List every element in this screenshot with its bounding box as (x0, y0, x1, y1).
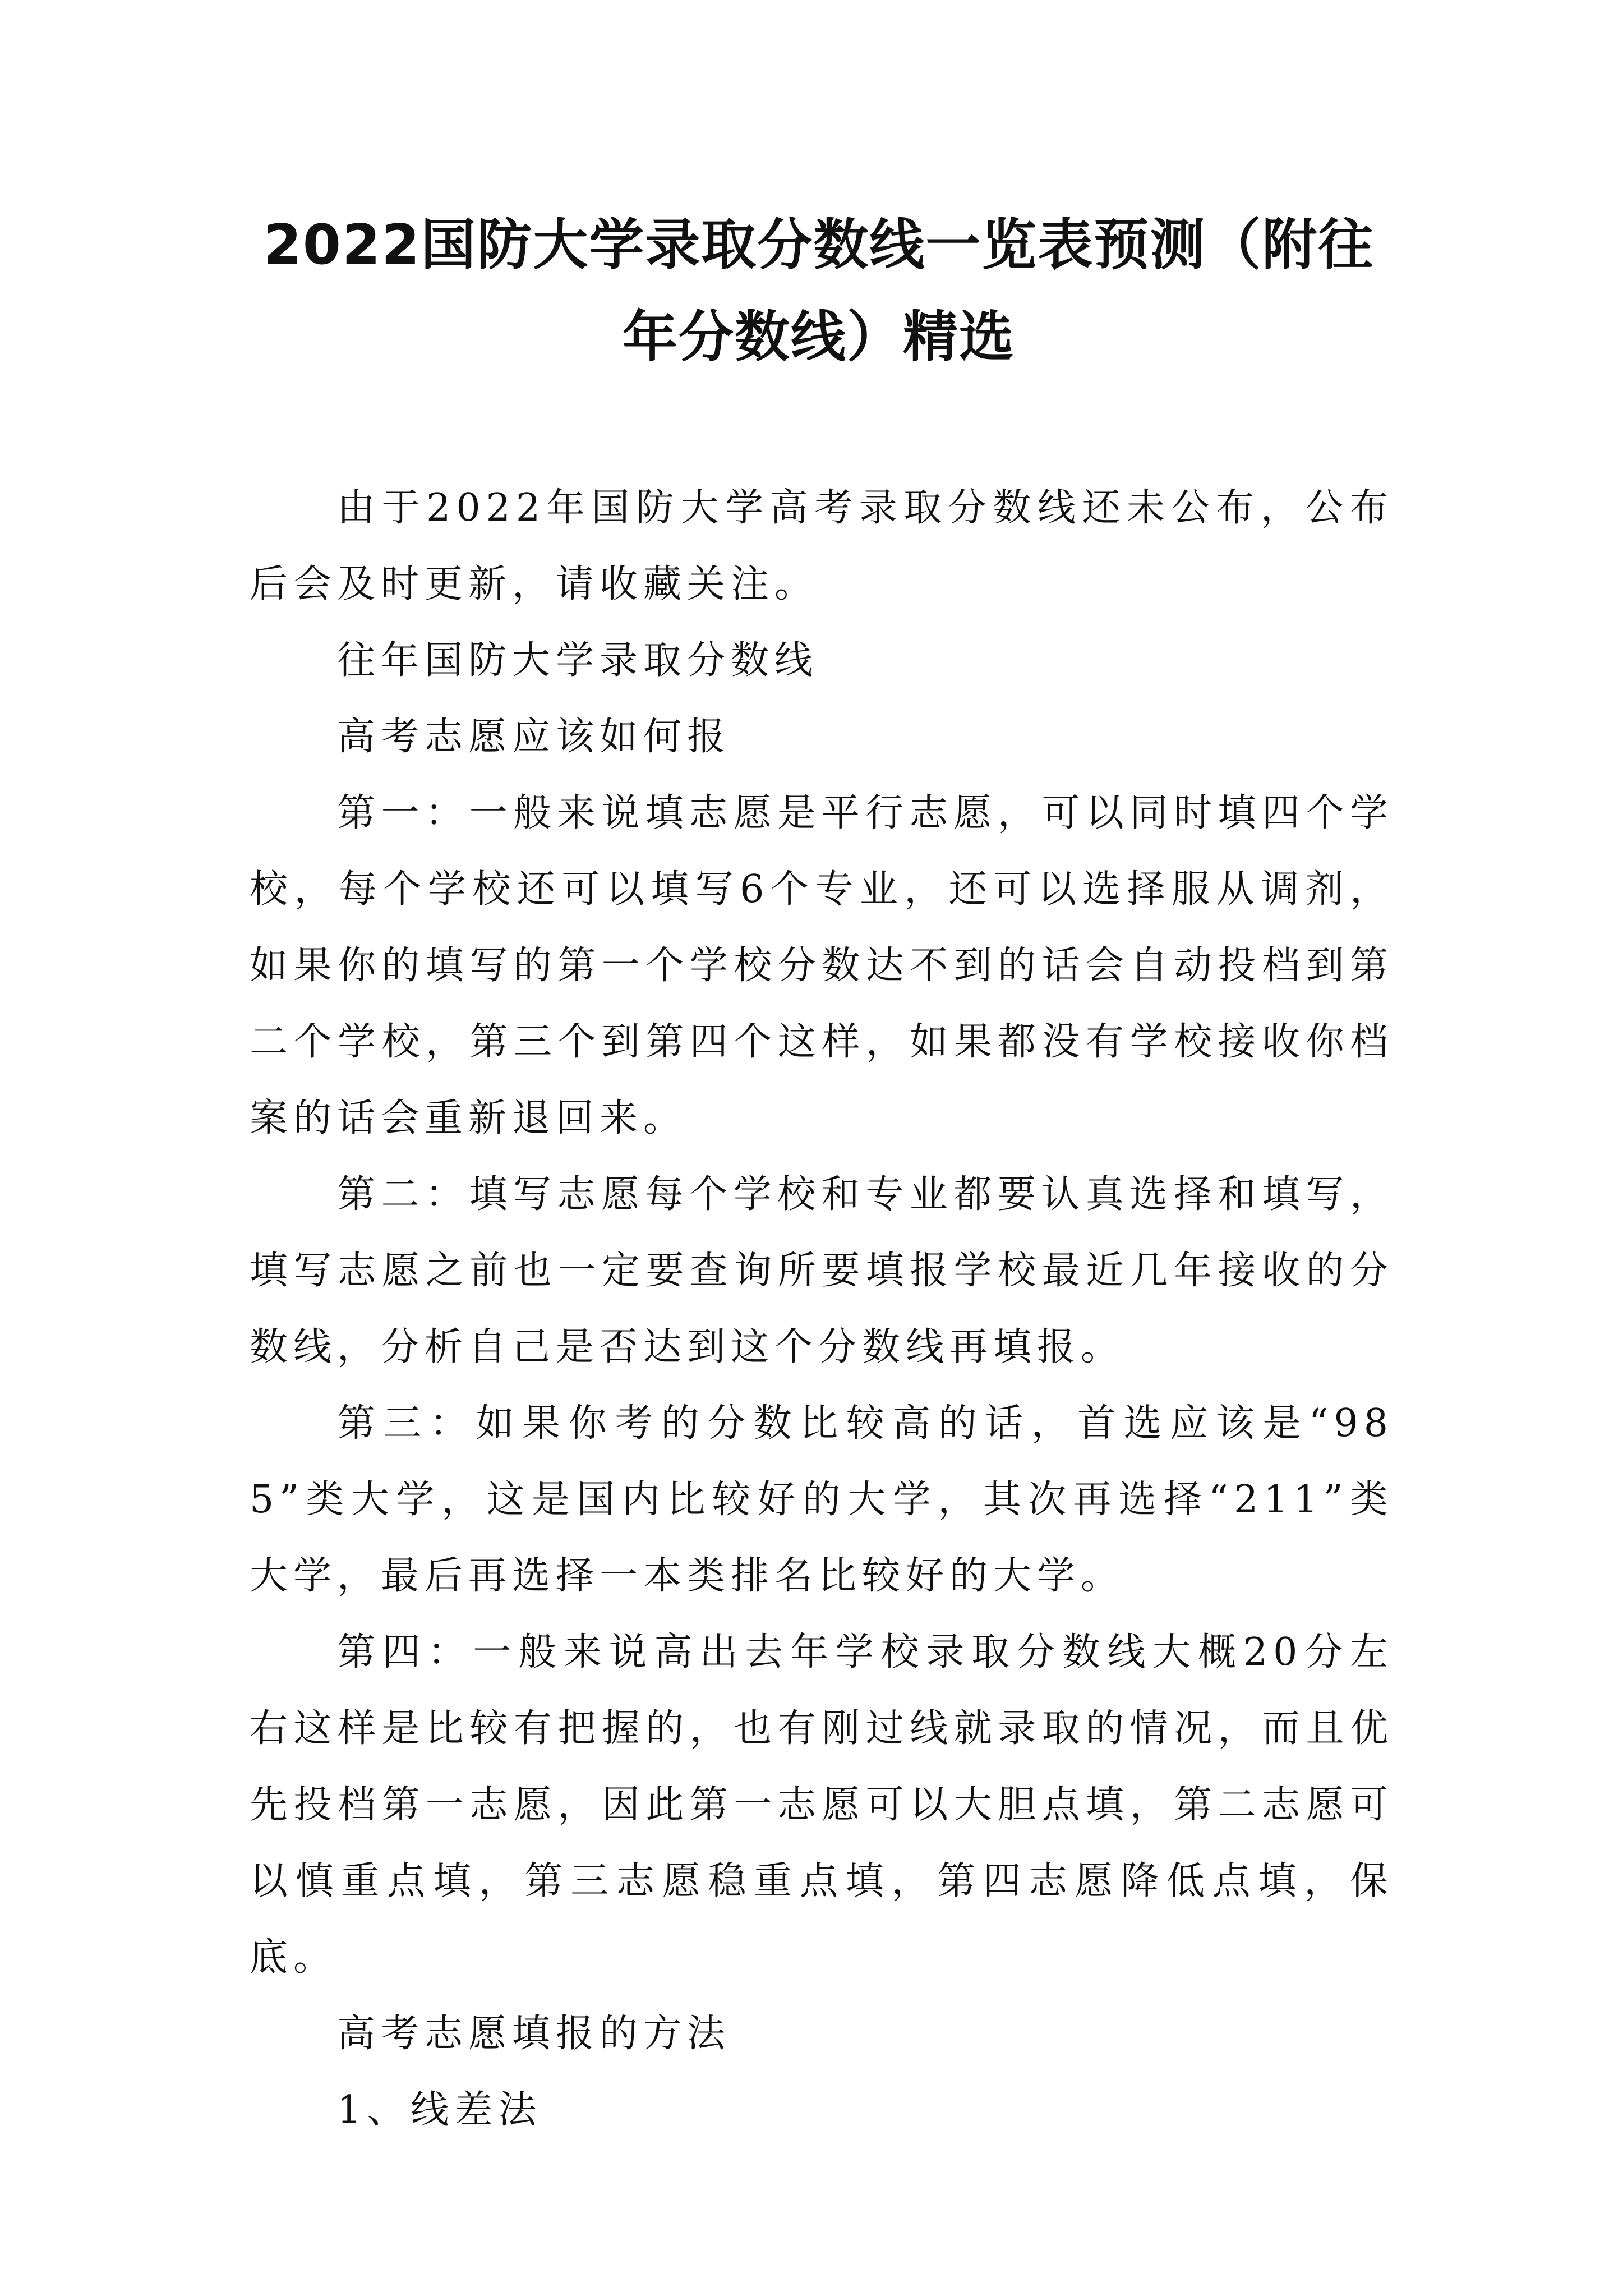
paragraph-fourth: 第四：一般来说高出去年学校录取分数线大概20分左右这样是比较有把握的，也有刚过线就录取的情况，而且优先投档第一志愿，因此第一志愿可以大胆点填，第二志愿可以慎重点填，第三志愿稳重点填，第四志愿降低点填，保底。 (250, 1630, 1394, 1980)
document-title (241, 199, 1396, 383)
section-heading-past-scores: 往年国防大学录取分数线 (337, 638, 819, 683)
method-item-1: 1、线差法 (337, 2088, 542, 2132)
title-line-1: 2022国防大学录取分数线一览表预测（附往 (263, 213, 1375, 277)
paragraph-second: 第二：填写志愿每个学校和专业都要认真选择和填写，填写志愿之前也一定要查询所要填报学校最近几年接收的分数线，分析自己是否达到这个分数线再填报。 (250, 1172, 1394, 1369)
document-body (250, 470, 1394, 2148)
title-line-2: 年分数线）精选 (622, 305, 1015, 369)
intro-paragraph: 由于2022年国防大学高考录取分数线还未公布，公布后会及时更新，请收藏关注。 (250, 486, 1394, 606)
section-heading-how-to-apply: 高考志愿应该如何报 (337, 715, 731, 759)
section-heading-methods: 高考志愿填报的方法 (337, 2012, 731, 2056)
paragraph-first: 第一：一般来说填志愿是平行志愿，可以同时填四个学校，每个学校还可以填写6个专业，还可以选择服从调剂，如果你的填写的第一个学校分数达不到的话会自动投档到第二个学校，第三个到第四个这样，如果都没有学校接收你档案的话会重新退回来。 (250, 791, 1394, 1140)
paragraph-third: 第三：如果你考的分数比较高的话，首选应该是“985”类大学，这是国内比较好的大学，其次再选择“211”类大学，最后再选择一本类排名比较好的大学。 (250, 1401, 1394, 1598)
